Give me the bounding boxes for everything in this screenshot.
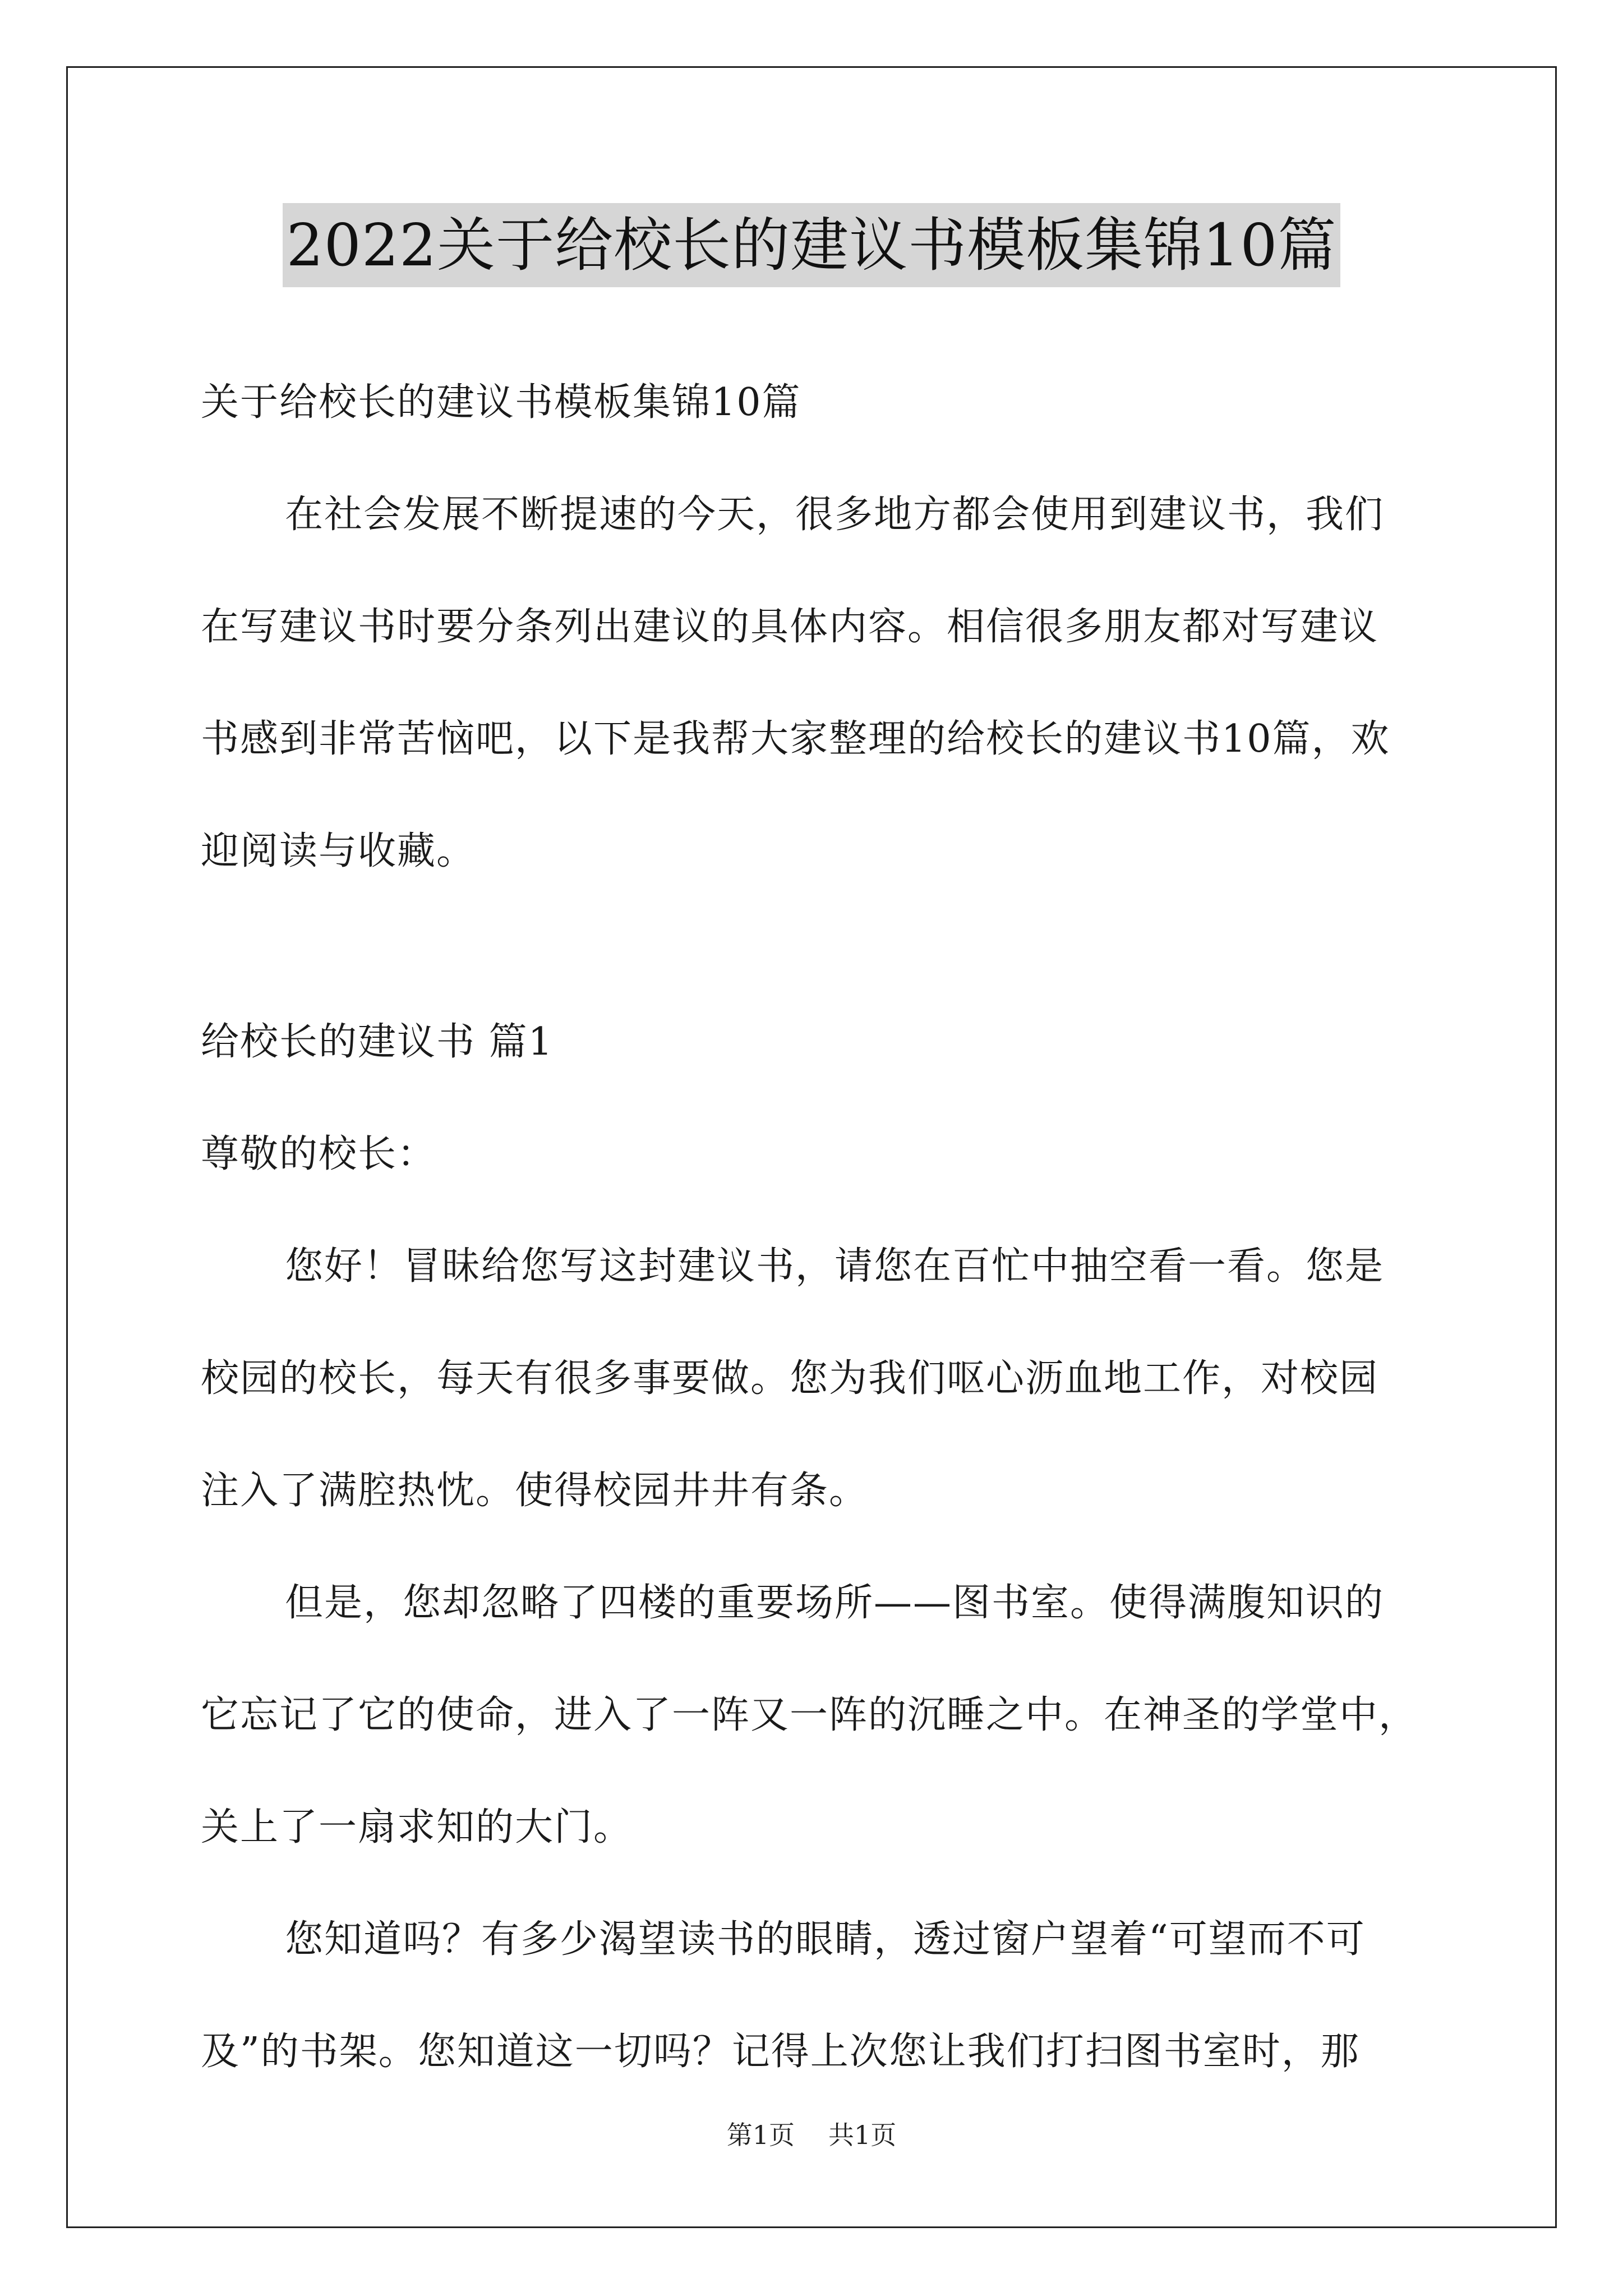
paragraph-line: 校园的校长，每天有很多事要做。您为我们呕心沥血地工作，对校园	[201, 1356, 1379, 1401]
paragraph-line: 注入了满腔热忱。使得校园井井有条。	[201, 1469, 869, 1513]
document-title: 2022关于给校长的建议书模板集锦10篇	[283, 203, 1340, 287]
page-number: 第1页	[726, 2120, 795, 2150]
paragraph-line: 它忘记了它的使命，进入了一阵又一阵的沉睡之中。在神圣的学堂中，	[201, 1693, 1418, 1737]
document-body	[201, 347, 1435, 2108]
paragraph-line: 您知道吗？有多少渴望读书的眼睛，透过窗户望着“可望而不可	[285, 1917, 1366, 1962]
intro-line: 在写建议书时要分条列出建议的具体内容。相信很多朋友都对写建议	[201, 605, 1379, 649]
intro-line: 书感到非常苦恼吧，以下是我帮大家整理的给校长的建议书10篇，欢	[201, 717, 1390, 761]
paragraph-line: 及”的书架。您知道这一切吗？记得上次您让我们打扫图书室时，那	[201, 2030, 1360, 2074]
section-spacer	[201, 908, 1435, 986]
page-footer	[0, 2118, 1623, 2152]
paragraph-line: 您好！冒昧给您写这封建议书，请您在百忙中抽空看一看。您是	[285, 1244, 1385, 1289]
intro-line: 迎阅读与收藏。	[201, 829, 476, 873]
paragraph-line: 关上了一扇求知的大门。	[201, 1805, 633, 1849]
title-container	[0, 203, 1623, 287]
section-heading: 给校长的建议书 篇1	[201, 1020, 554, 1064]
page-total: 共1页	[828, 2120, 897, 2150]
salutation: 尊敬的校长：	[201, 1132, 437, 1176]
subtitle: 关于给校长的建议书模板集锦10篇	[201, 380, 801, 425]
paragraph-line: 但是，您却忽略了四楼的重要场所——图书室。使得满腹知识的	[285, 1581, 1385, 1625]
intro-line: 在社会发展不断提速的今天，很多地方都会使用到建议书，我们	[285, 493, 1385, 537]
